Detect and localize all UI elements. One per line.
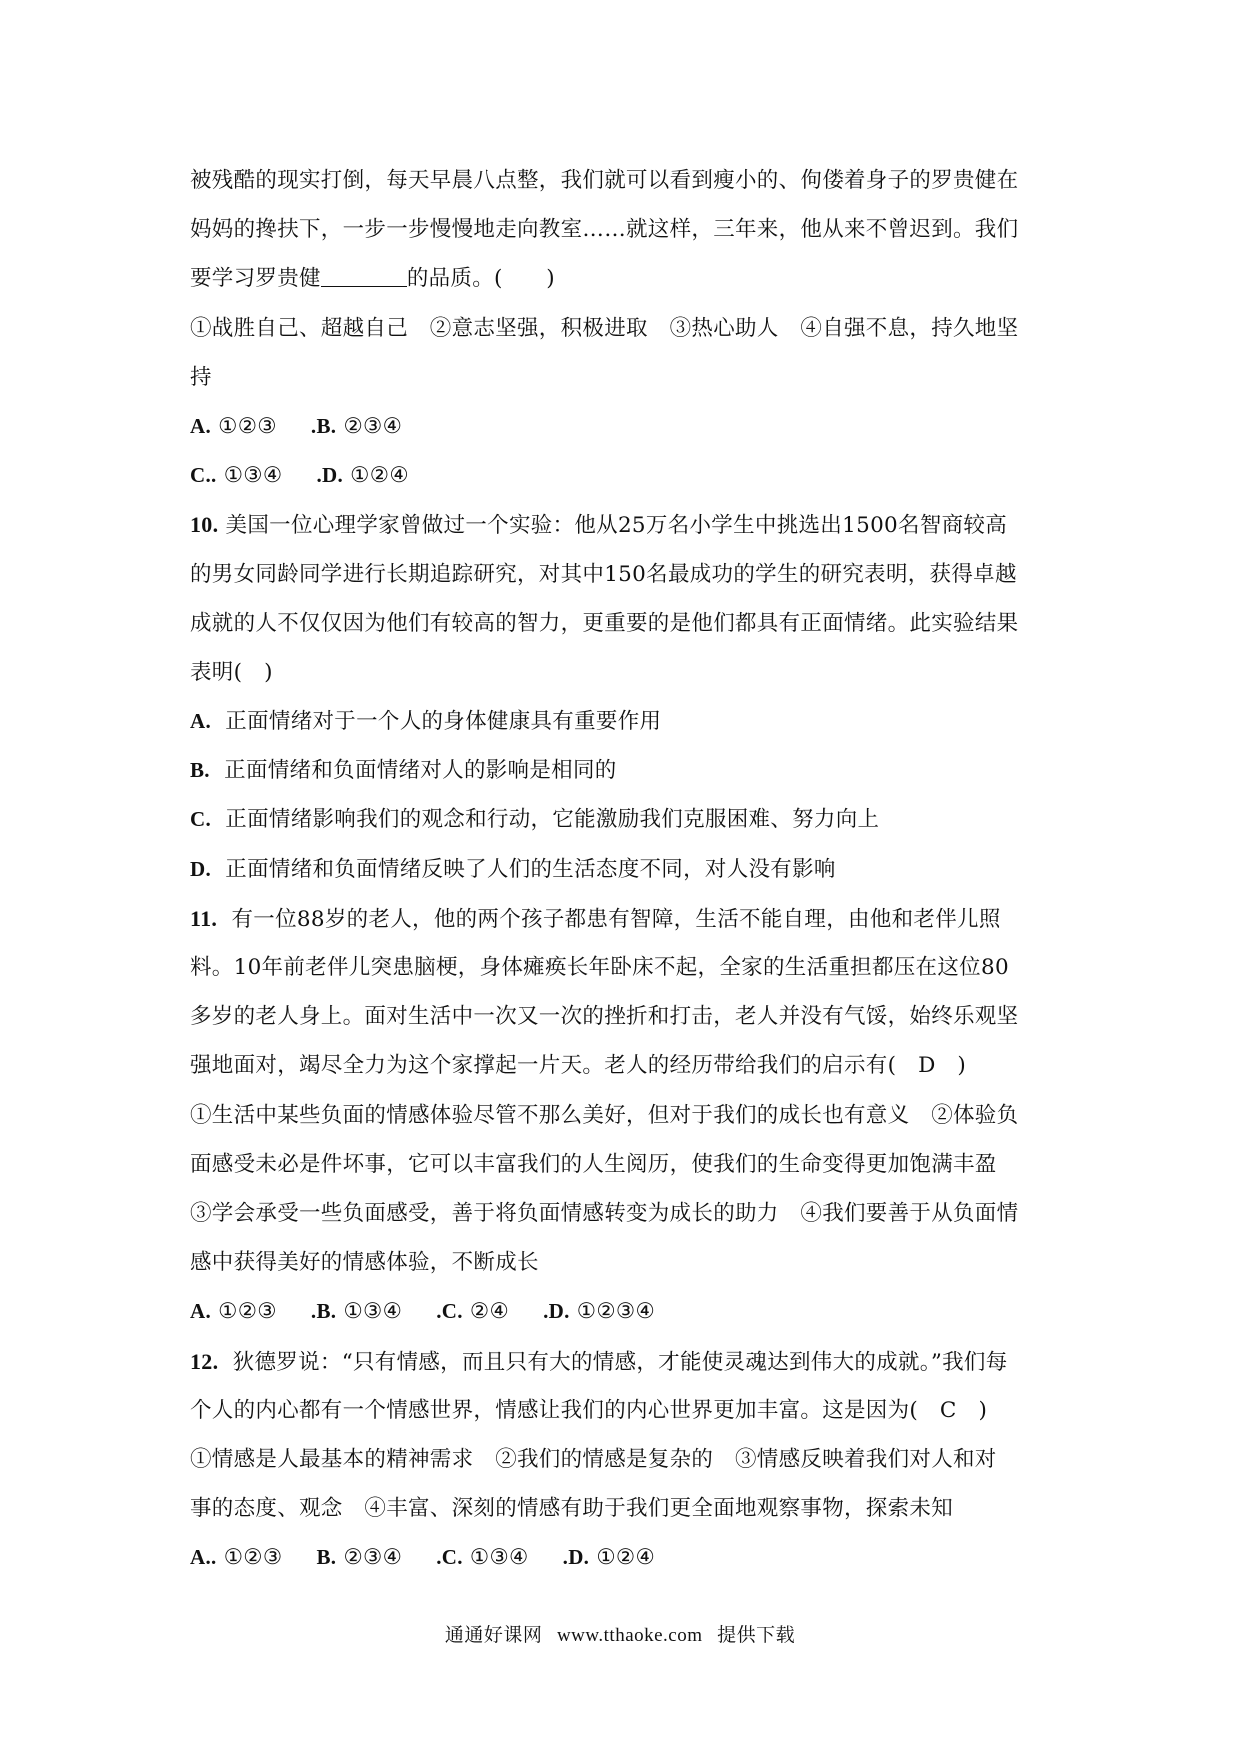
statement-line: ①情感是人最基本的精神需求 ②我们的情感是复杂的 ③情感反映着我们对人和对	[190, 1446, 997, 1472]
option-b	[311, 402, 402, 451]
question-number: 12.	[190, 1348, 219, 1374]
option-text: 正面情绪影响我们的观念和行动，它能激励我们克服困难、努力向上	[225, 807, 880, 833]
statement-line: ①生活中某些负面的情感体验尽管不那么美好，但对于我们的成长也有意义 ②体验负	[190, 1102, 1019, 1128]
question-text-line: 成就的人不仅仅因为他们有较高的智力，更重要的是他们都具有正面情绪。此实验结果	[190, 610, 1019, 636]
question-text-line: 被残酷的现实打倒，每天早晨八点整，我们就可以看到瘦小的、佝偻着身子的罗贵健在	[190, 168, 1019, 193]
answer-blank	[321, 266, 407, 287]
option-letter: .D.	[316, 463, 344, 488]
option-d	[563, 1533, 655, 1582]
option-text: ①②③	[218, 413, 277, 439]
question-text-line: 的男女同龄同学进行长期追踪研究，对其中150名最成功的学生的研究表明，获得卓越	[190, 561, 1017, 587]
option-d	[543, 1287, 655, 1336]
option-letter: A.	[190, 709, 212, 734]
footer-site-name: 通通好课网	[444, 1624, 543, 1646]
statement-line: 感中获得美好的情感体验，不断成长	[190, 1250, 539, 1276]
question-number: 11.	[190, 905, 218, 931]
options-row	[190, 451, 1060, 500]
question-number: 10.	[190, 512, 219, 538]
option-text: ①②④	[350, 463, 409, 489]
option-letter: C.	[190, 807, 212, 832]
option-text: ②③④	[343, 1545, 403, 1571]
question-text-line	[190, 500, 1060, 549]
statement-line: 事的态度、观念 ④丰富、深刻的情感有助于我们更全面地观察事物，探索未知	[190, 1496, 954, 1522]
footer-url-link[interactable]: www.tthaoke.com	[556, 1625, 703, 1646]
options-row	[190, 1287, 1060, 1336]
question-text: 美国一位心理学家曾做过一个实验：他从25万名小学生中挑选出1500名智商较高	[225, 513, 1008, 539]
option-text: ②③④	[343, 413, 403, 439]
option-text: ①③④	[223, 463, 283, 489]
option-a	[190, 1287, 277, 1336]
question-text: 狄德罗说：“只有情感，而且只有大的情感，才能使灵魂达到伟大的成就。”我们每	[232, 1349, 1008, 1375]
option-letter: A..	[190, 1545, 217, 1570]
option-letter: .D.	[562, 1545, 590, 1570]
option-letter: .C.	[436, 1299, 463, 1324]
option-letter: .D.	[543, 1299, 570, 1324]
option-d	[316, 451, 408, 500]
option-a	[190, 697, 1060, 746]
question-text-line: 强地面对，竭尽全力为这个家撑起一片天。老人的经历带给我们的启示有( D )	[190, 1053, 967, 1079]
question-text-line: 表明( )	[190, 659, 273, 685]
option-a	[190, 1533, 282, 1582]
option-letter: .B.	[310, 413, 337, 438]
option-text: 正面情绪和负面情绪对人的影响是相同的	[224, 758, 617, 784]
statement-line: 持	[190, 364, 212, 390]
question-text-line: 多岁的老人身上。面对生活中一次又一次的挫折和打击，老人并没有气馁，始终乐观坚	[190, 1004, 1019, 1030]
option-text: 正面情绪对于一个人的身体健康具有重要作用	[225, 709, 662, 735]
option-text: ①②③④	[576, 1299, 656, 1325]
option-a	[190, 402, 277, 451]
question-content	[190, 156, 1060, 1582]
option-b	[190, 746, 1060, 795]
option-letter: A.	[190, 1299, 212, 1324]
options-row	[190, 402, 1060, 451]
option-text: ①②④	[596, 1545, 656, 1571]
options-row	[190, 1533, 1060, 1582]
option-text: ①②③	[223, 1545, 283, 1571]
option-c	[436, 1287, 509, 1336]
option-text: ①②③	[218, 1299, 277, 1325]
question-text: 要学习罗贵健	[190, 266, 321, 292]
option-letter: .B.	[310, 1299, 337, 1324]
question-12	[190, 1337, 1060, 1583]
question-9	[190, 156, 1060, 500]
question-10	[190, 500, 1060, 894]
option-b	[311, 1287, 402, 1336]
option-b	[316, 1533, 402, 1582]
option-d	[190, 845, 1060, 894]
footer-suffix: 提供下载	[717, 1624, 796, 1646]
question-text: 有一位88岁的老人，他的两个孩子都患有智障，生活不能自理，由他和老伴儿照	[231, 906, 1001, 932]
statement-line: ③学会承受一些负面感受，善于将负面情感转变为成长的助力 ④我们要善于从负面情	[190, 1200, 1019, 1226]
option-text: ①③④	[343, 1299, 403, 1325]
option-letter: B.	[316, 1545, 337, 1570]
option-c	[190, 451, 282, 500]
question-11	[190, 894, 1060, 1337]
question-text-line: 妈妈的搀扶下，一步一步慢慢地走向教室……就这样，三年来，他从来不曾迟到。我们	[190, 217, 1019, 243]
question-text-line	[190, 254, 1060, 303]
question-text-line	[190, 1337, 1060, 1386]
question-text-line: 料。10年前老伴儿突患脑梗，身体瘫痪长年卧床不起，全家的生活重担都压在这位80	[190, 955, 1009, 980]
option-letter: C..	[190, 463, 217, 488]
statement-line: ①战胜自己、超越自己 ②意志坚强，积极进取 ③热心助人 ④自强不息，持久地坚	[190, 315, 1019, 341]
question-text-line: 个人的内心都有一个情感世界，情感让我们的内心世界更加丰富。这是因为( C )	[190, 1397, 988, 1423]
option-text: 正面情绪和负面情绪反映了人们的生活态度不同，对人没有影响	[225, 856, 836, 882]
option-text: ②④	[469, 1299, 510, 1325]
option-letter: D.	[190, 856, 212, 881]
option-letter: .C.	[436, 1545, 463, 1570]
option-text: ①③④	[469, 1545, 529, 1571]
option-letter: B.	[190, 758, 210, 783]
option-letter: A.	[190, 413, 212, 438]
page-footer	[0, 1620, 1240, 1647]
option-c	[436, 1533, 528, 1582]
statement-line: 面感受未必是件坏事，它可以丰富我们的人生阅历，使我们的生命变得更加饱满丰盈	[190, 1151, 997, 1177]
question-text-line	[190, 894, 1060, 943]
question-text: 的品质。( )	[406, 266, 555, 292]
option-c	[190, 795, 1060, 844]
